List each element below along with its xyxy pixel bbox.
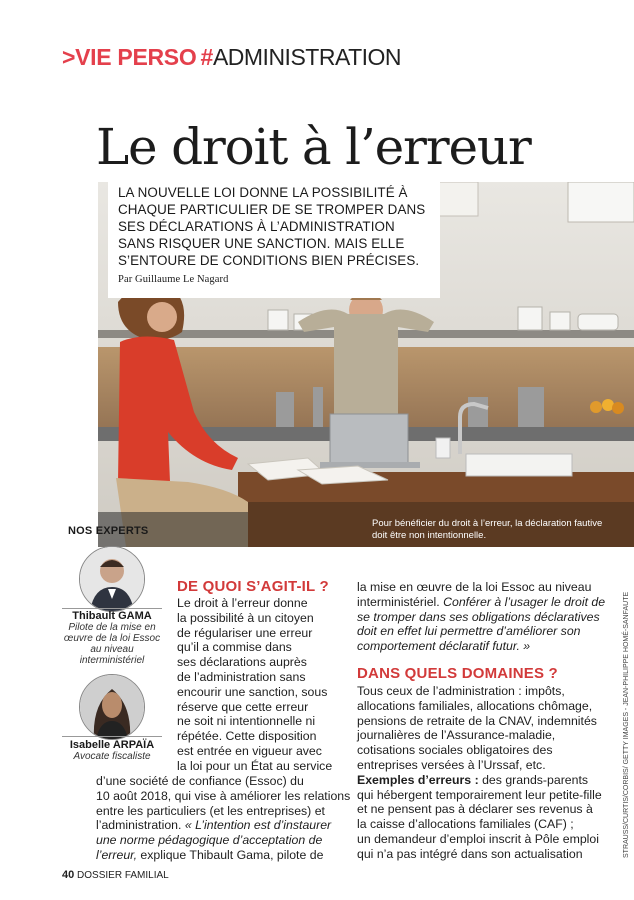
text-line: [96, 848, 354, 863]
expert-role: Avocate fiscaliste: [73, 751, 151, 762]
expert-2: [62, 739, 162, 762]
quote-line: se tromper dans ses obligations déclaratives: [357, 609, 600, 624]
text-line: [357, 595, 607, 610]
text-line: la mise en œuvre de la loi Essoc au niveau: [357, 580, 592, 594]
text-line: de régulariser une erreur: [177, 625, 313, 640]
text-line: allocations familiales, allocations chômage,: [357, 698, 593, 713]
expert-role: Pilote de la mise en œuvre de la loi Essoc au niveau interministériel: [63, 622, 161, 666]
column-2-body: [357, 684, 607, 862]
text-line: et ne pensent pas à déclarer ses revenus à: [357, 802, 593, 817]
column-2-top: [357, 580, 607, 654]
divider: [62, 736, 162, 737]
text-line: qui hébergent temporairement leur petite-fille: [357, 787, 602, 802]
text-fragment: l’administration.: [96, 818, 182, 833]
quote-fragment: l’erreur,: [96, 847, 138, 862]
text-line: est entrée en vigueur avec: [177, 743, 322, 758]
text-fragment: des grands-parents: [478, 772, 589, 787]
intro-text: LA NOUVELLE LOI DONNE LA POSSIBILITÉ À CHAQUE PARTICULIER DE SE TROMPER DANS SES DÉCLARATIONS À L’ADMINISTRATION SANS RISQUER UNE SANCTION. MAIS ELLE S’ENTOURE DE CONDITIONS BIEN PRÉCISES.: [118, 185, 426, 268]
avatar: [79, 546, 145, 612]
text-line: d’une société de confiance (Essoc) du: [96, 774, 304, 788]
column-1-wide: [96, 774, 354, 863]
text-line: pensions de retraite de la CNAV, indemnités: [357, 713, 597, 728]
text-line: 10 août 2018, qui vise à améliorer les relations: [96, 788, 351, 803]
expert-name: Isabelle ARPAÏA: [69, 739, 155, 751]
text-line: encourir une sanction, sous: [177, 684, 328, 699]
photo-caption: Pour bénéficier du droit à l’erreur, la déclaration fautive doit être non intentionnelle.: [372, 518, 603, 541]
text-line: [357, 773, 607, 788]
text-line: la possibilité à un citoyen: [177, 610, 314, 625]
credit-text: STRAUSS/CURTIS/CORBIS/ GETTY IMAGES - JEAN-PHILIPPE HOMÉ-SANFAUTE: [623, 591, 630, 858]
page-footer: [62, 869, 169, 881]
text-line: répétée. Cette disposition: [177, 729, 317, 744]
divider: [62, 608, 162, 609]
expert-2-avatar: [79, 674, 145, 740]
text-line: réserve que cette erreur: [177, 699, 309, 714]
text-line: un demandeur d’emploi inscrit à Pôle emploi: [357, 831, 599, 846]
hash-symbol: #: [200, 44, 213, 70]
text-line: la loi pour un État au service: [177, 758, 333, 773]
text-line: entreprises versées à l’Urssaf, etc.: [357, 757, 546, 772]
byline: Par Guillaume Le Nagard: [118, 274, 229, 285]
column-1-narrow: [177, 596, 347, 774]
expert-1-avatar: [79, 546, 145, 612]
article-title: Le droit à l’erreur: [96, 118, 531, 176]
quote-fragment: « L’intention est d’instaurer: [184, 818, 332, 833]
text-line: de l’administration sans: [177, 669, 306, 684]
text-line: la caisse d’allocations familiales (CAF) ;: [357, 817, 574, 832]
text-line: Tous ceux de l’administration : impôts,: [357, 684, 565, 698]
examples-label: Exemples d’erreurs :: [357, 772, 479, 787]
page-number: 40: [62, 869, 75, 881]
section-kicker: [62, 44, 401, 71]
text-line: cotisations sociales obligatoires des: [357, 743, 553, 758]
quote-line: comportement déclaratif futur. »: [357, 639, 531, 654]
avatar: [79, 674, 145, 740]
quote-fragment: Conférer à l’usager le droit de: [443, 594, 606, 609]
section-label: VIE PERSO: [75, 44, 197, 70]
expert-1: [62, 610, 162, 666]
text-fragment: interministériel.: [357, 594, 440, 609]
photo-credit: [611, 591, 630, 860]
quote-line: une norme pédagogique d’acceptation de: [96, 833, 323, 848]
text-line: entre les particuliers (et les entreprises) et: [96, 803, 325, 818]
subsection-label: ADMINISTRATION: [212, 44, 402, 70]
text-line: qu’il a commise dans: [177, 640, 292, 655]
text-fragment: explique Thibault Gama, pilote de: [137, 847, 324, 862]
quote-line: doit en effet lui permettre d’améliorer son: [357, 624, 581, 639]
article-intro: [108, 178, 440, 298]
text-line: journalières de l’Assurance-maladie,: [357, 728, 556, 743]
section-heading-2: DANS QUELS DOMAINES ?: [357, 665, 558, 682]
magazine-name: DOSSIER FAMILIAL: [77, 870, 169, 881]
text-line: ses déclarations auprès: [177, 655, 307, 670]
experts-heading: NOS EXPERTS: [68, 525, 149, 537]
text-line: qui n’a pas intégré dans son actualisation: [357, 846, 583, 861]
chevron-icon: >: [62, 44, 76, 70]
text-line: Le droit à l’erreur donne: [177, 596, 308, 610]
text-line: ne soit ni intentionnelle ni: [177, 714, 316, 729]
expert-name: Thibault GAMA: [72, 610, 152, 622]
text-line: [96, 818, 354, 833]
section-heading-1: DE QUOI S’AGIT-IL ?: [177, 578, 329, 595]
